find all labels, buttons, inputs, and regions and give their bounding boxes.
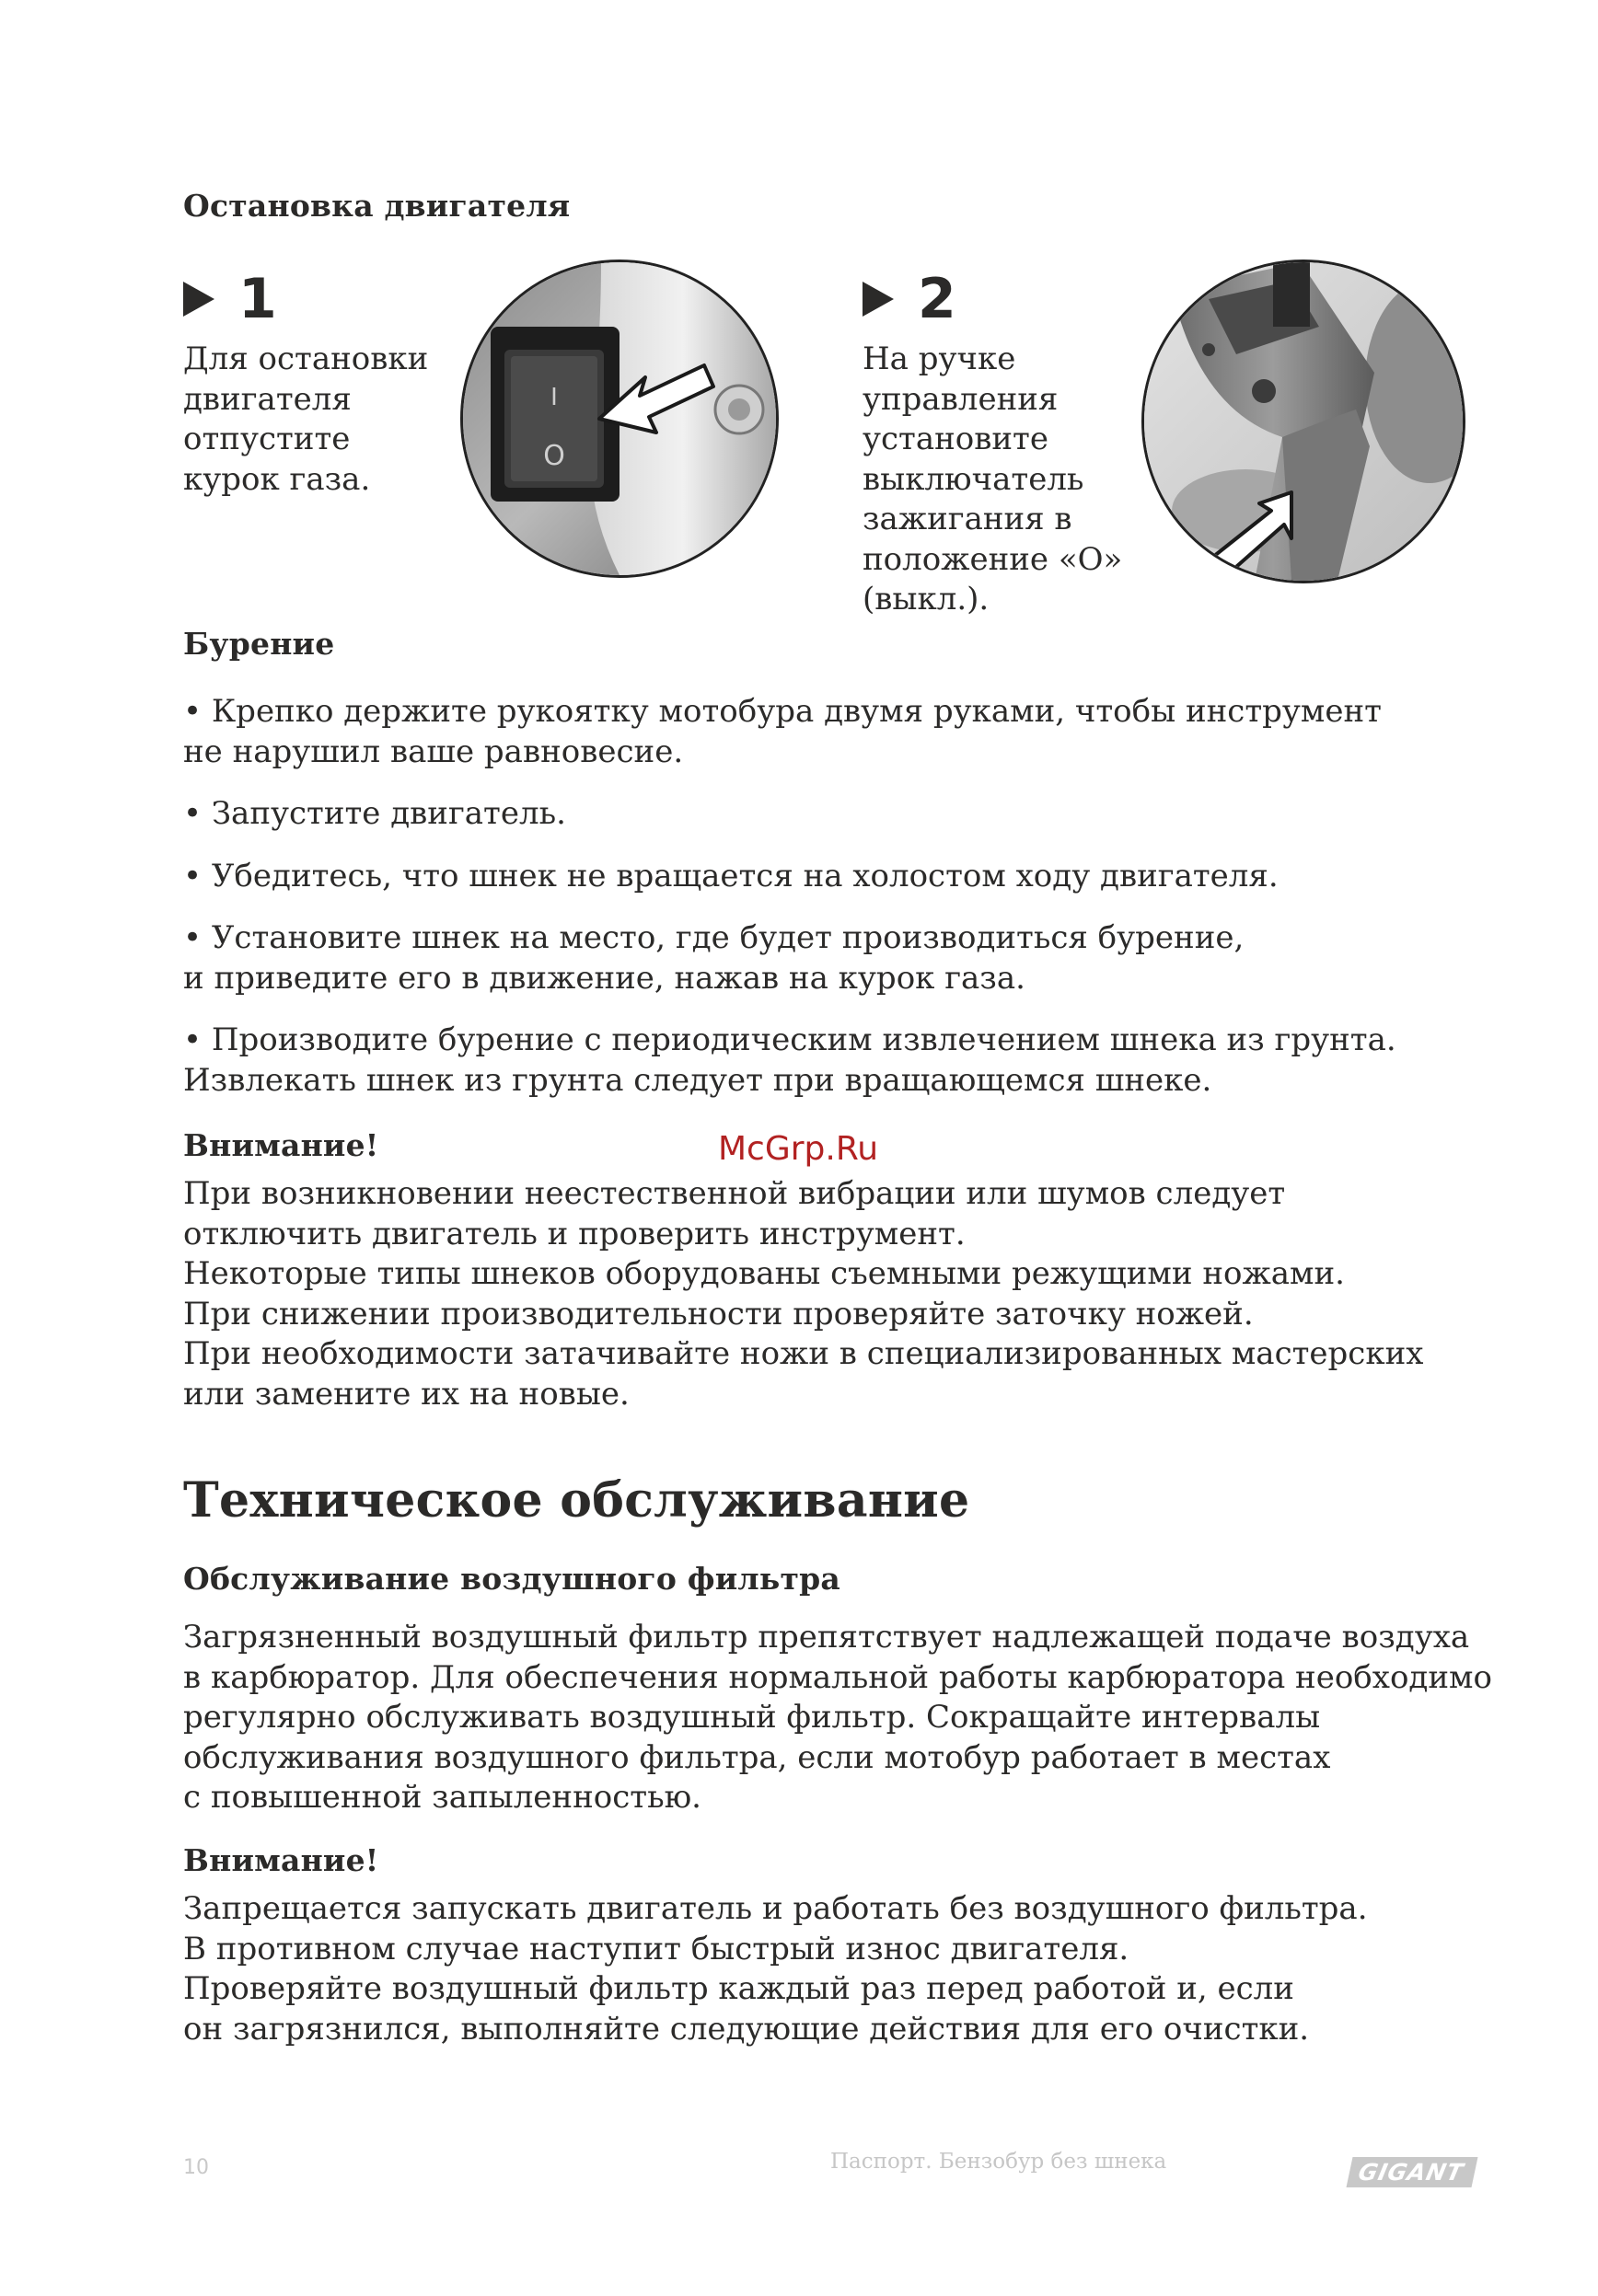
- step-2-line: управления: [863, 380, 1059, 418]
- air-filter-line: с повышенной запыленностью.: [183, 1779, 701, 1816]
- warning-text: [183, 1889, 1368, 2049]
- warning-line: При возникновении неестественной вибрации или шумов следует: [183, 1175, 1286, 1212]
- step-1-text: [183, 340, 428, 500]
- warning-line: При снижении производительности проверяйте заточку ножей.: [183, 1295, 1254, 1333]
- watermark: McGrp.Ru: [718, 1130, 879, 1168]
- drilling-bullet-list: [183, 692, 1396, 1123]
- list-item: [183, 794, 1396, 835]
- step-2-line: зажигания в: [863, 501, 1072, 537]
- bullet-line: • Крепко держите рукоятку мотобура двумя руками, чтобы инструмент: [183, 693, 1382, 730]
- warning-heading: Внимание!: [183, 1127, 379, 1163]
- step-2-line: (выкл.).: [863, 581, 990, 617]
- play-arrow-icon: [863, 282, 894, 317]
- list-item: [183, 918, 1396, 998]
- warning-line: Проверяйте воздушный фильтр каждый раз перед работой и, если: [183, 1970, 1294, 2007]
- warning-line: или замените их на новые.: [183, 1375, 630, 1413]
- step-1-line: курок газа.: [183, 460, 371, 498]
- step-1-number: 1: [238, 267, 277, 331]
- warning-line: Запрещается запускать двигатель и работать без воздушного фильтра.: [183, 1890, 1368, 1927]
- warning-text: [183, 1174, 1423, 1414]
- handle-switch-photo: [1141, 260, 1465, 583]
- step-1-line: Для остановки: [183, 340, 429, 377]
- handle-switch-illustration: [1144, 262, 1463, 581]
- step-1-line: двигателя: [183, 380, 352, 418]
- warning-line: Некоторые типы шнеков оборудованы съемными режущими ножами.: [183, 1255, 1345, 1292]
- step-2-line: положение «О»: [863, 540, 1123, 578]
- step-1-header: [183, 267, 277, 331]
- bullet-line: • Установите шнек на место, где будет производиться бурение,: [183, 919, 1245, 956]
- warning-heading: Внимание!: [183, 1842, 379, 1878]
- gigant-logo: GIGANT: [1346, 2157, 1477, 2187]
- step-2-line: На ручке: [863, 340, 1016, 377]
- bullet-line: • Запустите двигатель.: [183, 795, 566, 832]
- bullet-line: Извлекать шнек из грунта следует при вращающемся шнеке.: [183, 1061, 1212, 1099]
- bullet-line: и приведите его в движение, нажав на курок газа.: [183, 959, 1025, 997]
- air-filter-text: [183, 1618, 1492, 1818]
- bullet-line: не нарушил ваше равновесие.: [183, 733, 684, 770]
- list-item: [183, 857, 1396, 897]
- footer-title: Паспорт. Бензобур без шнека: [830, 2150, 1167, 2174]
- air-filter-line: в карбюратор. Для обеспечения нормальной работы карбюратора необходимо: [183, 1658, 1492, 1696]
- switch-mark-on: I: [550, 384, 558, 411]
- section-heading-stop: Остановка двигателя: [183, 188, 571, 224]
- page-title-maintenance: Техническое обслуживание: [183, 1472, 970, 1529]
- air-filter-line: обслуживания воздушного фильтра, если мотобур работает в местах: [183, 1738, 1331, 1776]
- air-filter-line: регулярно обслуживать воздушный фильтр. Сокращайте интервалы: [183, 1699, 1321, 1736]
- section-heading-air-filter: Обслуживание воздушного фильтра: [183, 1561, 840, 1597]
- step-2-text: [863, 340, 1122, 620]
- step-1-line: отпустите: [183, 421, 351, 457]
- step-2-line: установите: [863, 421, 1048, 457]
- step-2-line: выключатель: [863, 460, 1084, 498]
- bullet-line: • Производите бурение с периодическим извлечением шнека из грунта.: [183, 1021, 1396, 1058]
- list-item: [183, 1021, 1396, 1101]
- engine-switch-photo: [460, 260, 779, 578]
- bullet-line: • Убедитесь, что шнек не вращается на холостом ходу двигателя.: [183, 857, 1279, 894]
- section-heading-drilling: Бурение: [183, 626, 335, 662]
- warning-line: При необходимости затачивайте ножи в специализированных мастерских: [183, 1335, 1424, 1372]
- engine-switch-illustration: [463, 262, 776, 575]
- page-number: 10: [183, 2156, 209, 2179]
- step-2-number: 2: [918, 267, 956, 331]
- warning-line: он загрязнился, выполняйте следующие действия для его очистки.: [183, 2010, 1310, 2048]
- air-filter-line: Загрязненный воздушный фильтр препятствует надлежащей подаче воздуха: [183, 1619, 1470, 1656]
- list-item: [183, 692, 1396, 772]
- switch-mark-off: O: [543, 440, 565, 472]
- warning-line: В противном случае наступит быстрый износ двигателя.: [183, 1930, 1129, 1967]
- warning-line: отключить двигатель и проверить инструмент.: [183, 1215, 966, 1252]
- play-arrow-icon: [183, 282, 214, 317]
- step-2-header: [863, 267, 956, 331]
